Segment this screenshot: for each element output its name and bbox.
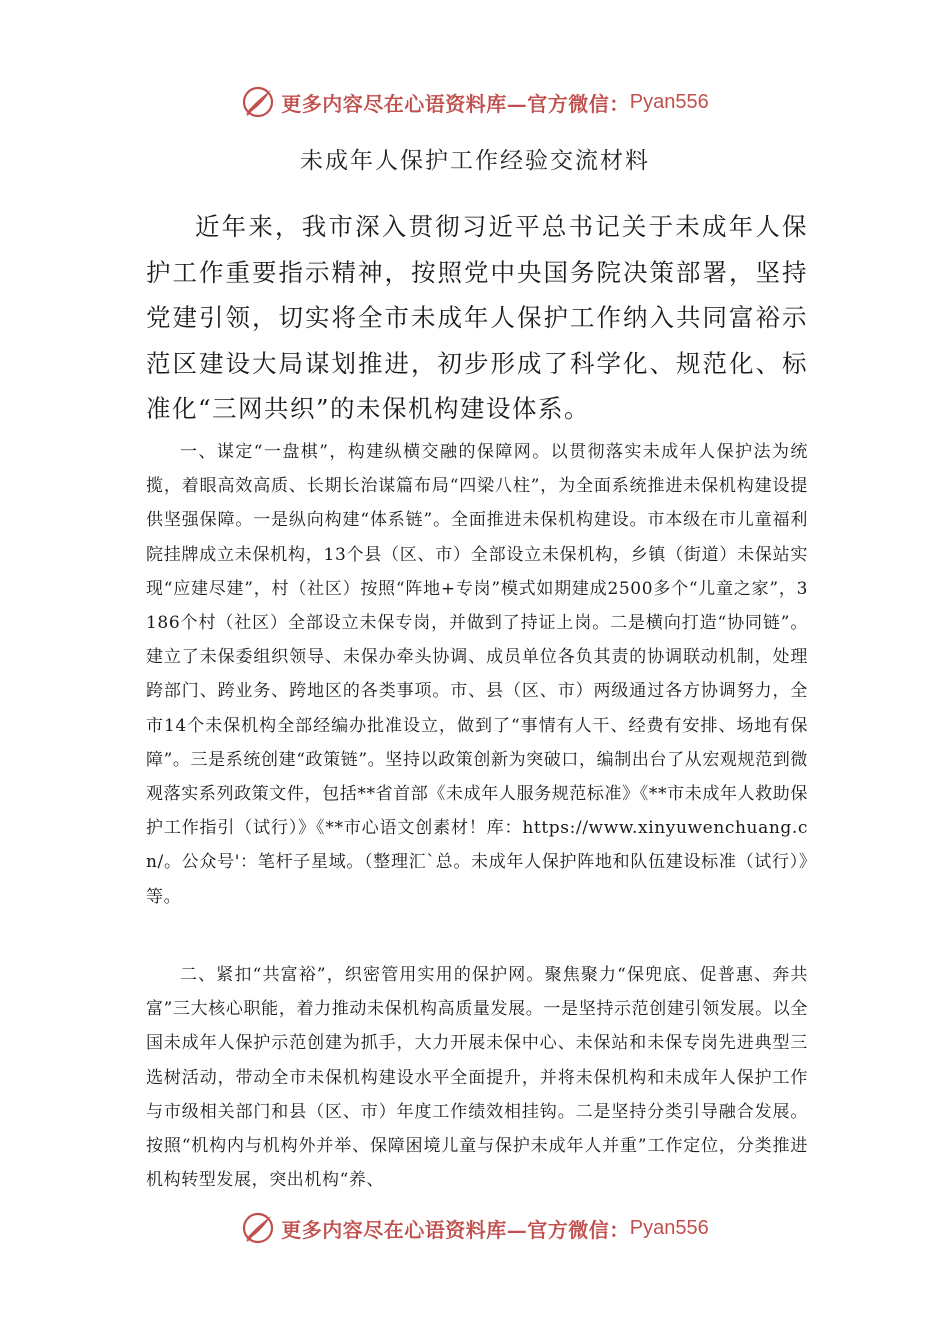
watermark-text: 更多内容尽在心语资料库—官方微信： [281, 91, 630, 116]
body-paragraph-1: 一、谋定“一盘棋”，构建纵横交融的保障网。以贯彻落实未成年人保护法为统揽，着眼高效高质、长期长治谋篇布局“四梁八柱”，为全面系统推进未保机构建设提供坚强保障。一是纵向构建“体系链”。全面推进未保机构建设。市本级在市儿童福利院挂牌成立未保机构，13个县（区、市）全部设立未保机构，乡镇（街道）未保站实现“应建尽建”，村（社区）按照“阵地+专岗”模式如期建成2500多个“儿童之家”，3186个村（社区）全部设立未保专岗，并做到了持证上岗。二是横向打造“协同链”。建立了未保委组织领导、未保办牵头协调、成员单位各负其责的协调联动机制，处理跨部门、跨业务、跨地区的各类事项。市、县（区、市）两级通过各方协调努力，全市14个未保机构全部经编办批准设立，做到了“事情有人干、经费有安排、场地有保障”。三是系统创建“政策链”。坚持以政策创新为突破口，编制出台了从宏观规范到微观落实系列政策文件，包括**省首部《未成年人服务规范标准》《**市未成年人救助保护工作指引（试行）》《**市心语文创素材！库：https://www.xinyuwenchuang.cn/。公众号'：笔杆子星域。（整理汇`总。未成年人保护阵地和队伍建设标准（试行）》等。 [146, 442, 808, 907]
body-paragraph-2: 二、紧扣“共富裕”，织密管用实用的保护网。聚焦聚力“保兜底、促普惠、奔共富”三大核心职能，着力推动未保机构高质量发展。一是坚持示范创建引领发展。以全国未成年人保护示范创建为抓手，大力开展未保中心、未保站和未保专岗先进典型三选树活动，带动全市未保机构建设水平全面提升，并将未保机构和未成年人保护工作与市级相关部门和县（区、市）年度工作绩效相挂钩。二是坚持分类引导融合发展。按照“机构内与机构外并举、保障困境儿童与保护未成年人并重”工作定位，分类推进机构转型发展，突出机构“养、 [146, 965, 808, 1191]
watermark-text: 更多内容尽在心语资料库—官方微信： [281, 1217, 630, 1242]
watermark-wechat-id: Pyan556 [629, 90, 709, 113]
quill-logo-icon [241, 1211, 275, 1245]
document-title: 未成年人保护工作经验交流材料 [300, 148, 650, 174]
watermark-footer [0, 1208, 950, 1248]
quill-logo-icon [241, 85, 275, 119]
watermark-wechat-id: Pyan556 [629, 1216, 709, 1239]
watermark-header [0, 82, 950, 122]
lead-paragraph: 近年来，我市深入贯彻习近平总书记关于未成年人保护工作重要指示精神，按照党中央国务院决策部署，坚持党建引领，切实将全市未成年人保护工作纳入共同富裕示范区建设大局谋划推进，初步形成了科学化、规范化、标准化“三网共织”的未保机构建设体系。 [146, 212, 808, 423]
